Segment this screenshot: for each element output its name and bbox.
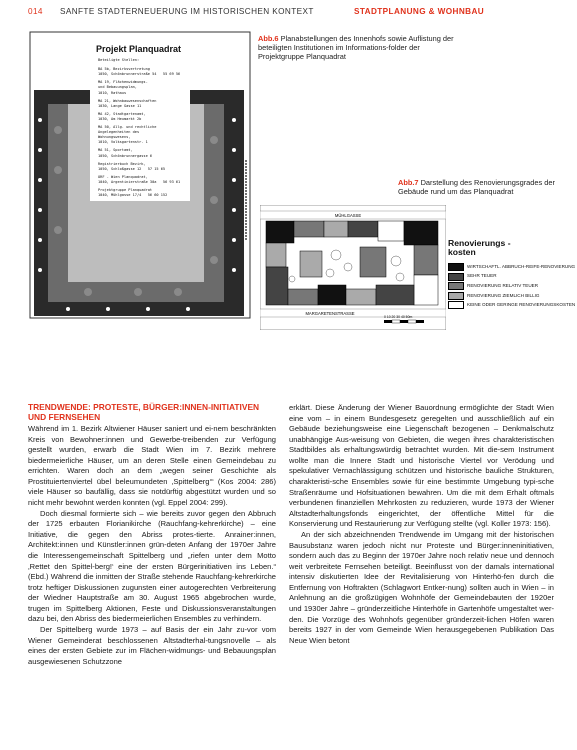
paragraph: Während im 1. Bezirk Altwiener Häuser saniert und ei-nem beschränkten Kreis von Bewohner:innen und Gewerbe-treibenden zur Verfügung gestellt wurden, erwarb die Stadt Wien im 7. Bezirk mehrere biedermeierliche Häuser, um an deren Stelle einen Gemeindebau zu errichten. Waren doch an dem „wegen seiner Geschichte als Prostituiertenviertel übel beleumundeten ‚Spittelberg‘“ (Kos 2004: 286) viele Häuser so baufällig, dass sie notdürftig abgestützt wurden und so nicht mehr bewohnt werden konnten (vgl. Eppel 2004: 299).	[28, 424, 276, 508]
participant-entry: Projektgruppe Planquadrat 1040, Mühlgasse 17/4 56 60 152	[98, 187, 168, 198]
caption-label: Abb.6	[258, 34, 279, 43]
legend-swatch	[448, 273, 464, 281]
legend-row	[448, 282, 558, 290]
paragraph: Doch diesmal formierte sich – wie bereits zuvor gegen den Abbruch der 1725 erbauten Florianikirche (Rauchfang-kehrerkirche) – eine Initiative, die gegen den Abriss protes-tierte. Anrainer:innen, Architekt:innen und Künstler:innen grün-deten Anfang der 1970er Jahre die Interessengemeinschaft Spittelberg und „riefen unter dem Motto ‚Rettet den Spittel-berg!‘ eine der ersten Bürgerinitiativen ins Leben.“ (Ebd.) Während die inmitten der Straße stehende Rauchfang-kehrerkirche trotz heftiger Diskussionen zugunsten einer autogerechten Verbreiterung der Wiedner Hauptstraße am 30. August 1965 abgebrochen wurde, trugen im Spittelberg Aktionen, Feste und Diskussionsveranstaltungen dazu bei, den Abriss des biedermeierlichen Ensembles zu verhindern.	[28, 508, 276, 624]
participant-entry: MA 19, Flächenwidmungs- und Bebauungsplan, 1010, Rathaus	[98, 80, 148, 95]
participant-entry: Registrierbuch Bezirk, 1050, Schloßgasse 12 57 15 65	[98, 161, 166, 171]
street-label-top: MÜHLGASSE	[334, 213, 362, 218]
legend-title	[448, 239, 558, 257]
legend-label: RENOVIERUNG RELATIV TEUER	[467, 283, 539, 289]
renovation-map	[260, 205, 446, 330]
legend-label: WIRTSCHAFTL. ABBRUCH-REIFE-RENOVIERUNG	[467, 263, 576, 269]
project-title: Projekt Planquadrat	[96, 44, 182, 54]
article-column-right	[289, 403, 554, 646]
legend-label: RENOVIERUNG ZIEMLICH BILLIG	[467, 292, 540, 298]
legend-title-line-1: Renovierungs -	[448, 238, 511, 248]
participant-entry: BA 5b, Bezirksvertretung 1050, Schönbrunnerstraße 54 55 69 56	[98, 67, 181, 77]
participant-entry: ORF - Wien Planquadrat, 1040, Argentinierstraße 30a 56 93 61	[98, 174, 181, 184]
participants-list	[90, 44, 190, 201]
legend-row	[448, 263, 576, 271]
caption-text: Planabstellungen des Innenhofs sowie Auflistung der beteiligten Institutionen im Informations-folder der Projektgruppe Planquadrat	[258, 34, 454, 62]
article-heading: TRENDWENDE: PROTESTE, BÜRGER:INNEN-INITIATIVEN UND FERNSEHEN	[28, 402, 260, 422]
caption-text: Darstellung des Renovierungsgrades der Gebäude rund um das Planquadrat	[398, 178, 555, 197]
legend-swatch	[448, 292, 464, 300]
paragraph: erklärt. Diese Änderung der Wiener Bauordnung ermöglichte der Stadt Wien eine vom – in einem Bundesgesetz geregelten und ausschließlich auf ein Gebäude beziehungsweise eine Liegenschaft bezogenen – Denkmalschutz unabhängige Aus-weisung von Gebieten, die wegen ihres charakteristischen Stadtbildes als erhaltungswürdig betrachtet wurden. Mit die-sem Instrument wollte man die Innere Stadt und historische Viertel vor Verödung und spekulativer Vernachlässigung schützen und historische bauliche Strukturen, charakteristi-sche Ensembles sowie für eine bestimmte Umgebung typi-sche Straßenräume und Hofsituationen bewahren. Um die mit dem Erhalt oftmals verbundenen finanziellen Mehrkosten zu reduzieren, wurde 1973 der Wiener Altstadterhaltungsfonds eingerichtet, der öffentliche Mittel für die Konservierung und Restaurierung zur Verfügung stellte (vgl. Koller 1973: 156).	[289, 403, 554, 529]
paragraph: Der Spittelberg wurde 1973 – auf Basis der ein Jahr zu-vor vom Wiener Gemeinderat beschlossenen Altstadterhal-tungsnovelle – als eines der ersten Gebiete zur im Flächen-widmungs- und Bebauungsplan ausgewiesenen Schutzzone	[28, 624, 276, 666]
legend-label: KEINE ODER GERINGE RENOVIERUNGSKOSTEN	[467, 302, 576, 308]
legend-swatch	[448, 301, 464, 309]
legend-row	[448, 292, 558, 300]
running-title: SANFTE STADTERNEUERUNG IM HISTORISCHEN KONTEXT	[60, 7, 314, 16]
legend-swatch	[448, 282, 464, 290]
participant-entry: MA 21, Wohnbauwesenschaften 1030, Lange Gasse 11	[98, 98, 157, 108]
renovation-legend	[448, 238, 576, 311]
legend-row	[448, 273, 558, 281]
article-column-left	[28, 424, 276, 667]
legend-row	[448, 301, 576, 309]
participant-entry: MA 42, Stadtgartenamt, 1030, Am Heumarkt 2b	[98, 111, 146, 121]
figure-7-caption	[398, 178, 556, 196]
participant-entry: MA 50, Allg. und rechtliche Angelegenheiten des Wohnungswesens, 1010, Volksgartenstr. 1	[98, 125, 157, 145]
participant-entry: MA 51, Sportamt, 1050, Schönbrunnergasse 6	[98, 148, 153, 158]
page-number: 014	[28, 7, 43, 16]
scale-label: 0 10 20 30 40 50m	[384, 315, 413, 319]
street-label-bottom: MARGARETENSTRASSE	[305, 311, 355, 316]
caption-label: Abb.7	[398, 178, 419, 187]
participants-heading: Beteiligte Stellen:	[98, 58, 140, 63]
figure-6-caption	[258, 34, 458, 62]
legend-swatch	[448, 263, 464, 271]
section-title: STADTPLANUNG & WOHNBAU	[354, 7, 485, 16]
paragraph: An der sich abzeichnenden Trendwende im Umgang mit der historischen Bausubstanz waren jedoch nicht nur Proteste und Bürger:inneninitiativen, sondern auch das zu Beginn der 1970er Jahre noch relativ neue und dennoch weit verbreitete Fernsehen beteiligt. Beeinflusst von der damals international intensiv diskutierten Idee der Revitalisierung von Hinterhö-fen durch die Entfernung von Hoftrakten (Schlagwort Entker-nung) sollten auch in Wien – in Anlehnung an die großzügigen Wohnhöfe der Gemeindebauten der 1920er und 1930er Jahre – gründerzeitliche Hinterhöfe in Gartenhöfe umgestaltet wer-den. Die Vorzüge des Wohnhofs gegenüber gründerzeit-lichen Höfen waren bereits 1927 in der vom Gemeinde Wien herausgegebenen Publikation Das Neue Wien betont	[289, 529, 554, 645]
figure-7-map	[260, 205, 446, 330]
legend-label: SEHR TEUER	[467, 273, 497, 279]
legend-title-line-2: kosten	[448, 247, 476, 257]
